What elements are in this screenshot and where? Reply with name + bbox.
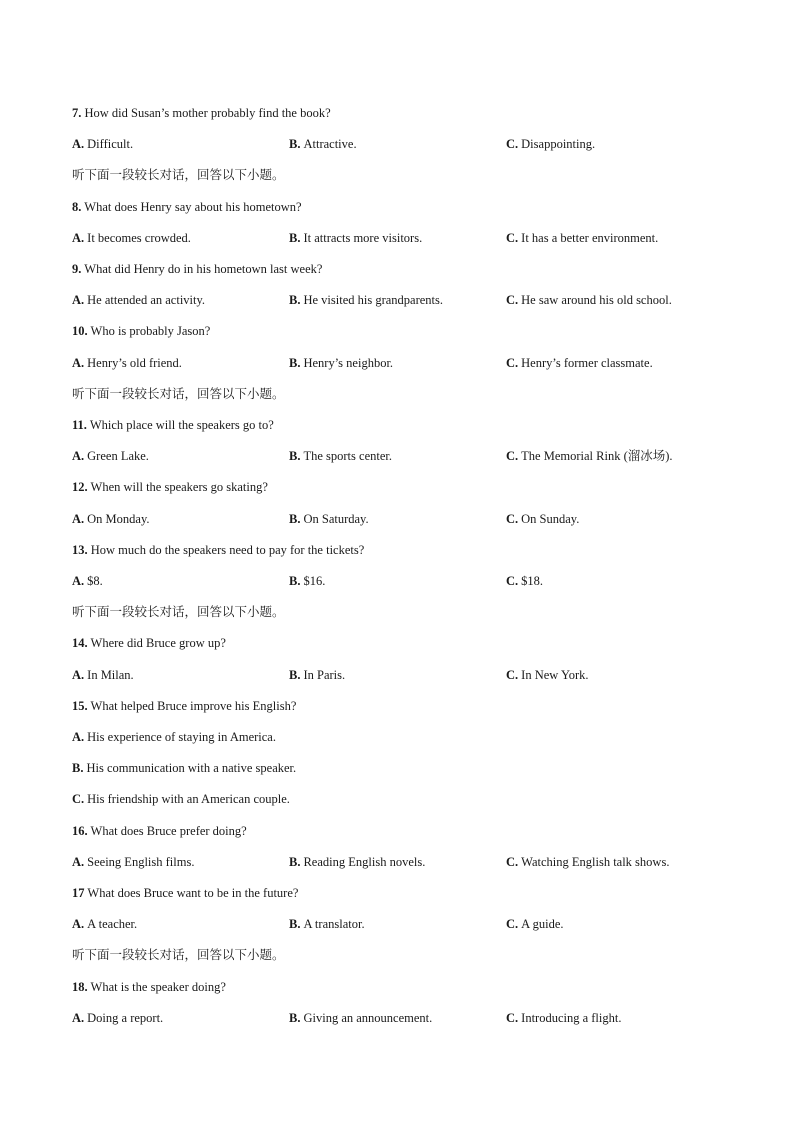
option-text: $8. <box>87 574 103 588</box>
question-number: 8. <box>72 200 82 214</box>
option-letter: C. <box>506 1011 519 1025</box>
option-letter: C. <box>72 792 85 806</box>
option-c <box>506 229 658 247</box>
question-10 <box>72 322 210 340</box>
option-c <box>506 354 653 372</box>
option-c <box>506 666 589 684</box>
option-letter: A. <box>72 1011 85 1025</box>
option-letter: B. <box>289 855 301 869</box>
option-text: Watching English talk shows. <box>521 855 670 869</box>
option-letter: B. <box>289 137 301 151</box>
option-letter: B. <box>72 761 84 775</box>
option-text: A guide. <box>521 917 564 931</box>
question-text: What does Bruce want to be in the future? <box>84 886 299 900</box>
option-a <box>72 510 150 528</box>
section-instruction: 听下面一段较长对话，回答以下小题。 <box>72 386 285 401</box>
question-15 <box>72 697 296 715</box>
option-text: Henry’s old friend. <box>87 356 182 370</box>
section-instruction: 听下面一段较长对话，回答以下小题。 <box>72 167 285 182</box>
option-letter: C. <box>506 917 519 931</box>
question-number: 17 <box>72 886 85 900</box>
option-c <box>506 853 669 871</box>
option-letter: B. <box>289 356 301 370</box>
option-text: Disappointing. <box>521 137 596 151</box>
question-text: Who is probably Jason? <box>87 324 211 338</box>
option-text: His friendship with an American couple. <box>87 792 290 806</box>
option-letter: C. <box>506 231 519 245</box>
option-letter: A. <box>72 574 85 588</box>
option-text: On Monday. <box>87 512 150 526</box>
option-b <box>289 447 392 465</box>
option-text: Reading English novels. <box>303 855 426 869</box>
option-b <box>289 853 425 871</box>
section-instruction: 听下面一段较长对话，回答以下小题。 <box>72 604 285 619</box>
question-number: 14. <box>72 636 88 650</box>
option-text: Difficult. <box>87 137 134 151</box>
option-text: Attractive. <box>303 137 357 151</box>
option-text: He saw around his old school. <box>521 293 672 307</box>
option-b <box>289 135 357 153</box>
question-12 <box>72 478 268 496</box>
option-letter: B. <box>289 512 301 526</box>
question-text: What does Henry say about his hometown? <box>81 200 302 214</box>
question-text: What did Henry do in his hometown last week? <box>81 262 323 276</box>
option-b <box>72 759 296 777</box>
option-a <box>72 666 134 684</box>
option-a <box>72 853 194 871</box>
option-b <box>289 354 393 372</box>
option-letter: B. <box>289 231 301 245</box>
question-11 <box>72 416 274 434</box>
option-letter: A. <box>72 730 85 744</box>
question-text: When will the speakers go skating? <box>87 480 268 494</box>
option-a <box>72 291 205 309</box>
option-text: On Saturday. <box>303 512 369 526</box>
option-text: He visited his grandparents. <box>303 293 444 307</box>
option-text: A teacher. <box>87 917 138 931</box>
option-letter: C. <box>506 855 519 869</box>
option-letter: B. <box>289 293 301 307</box>
option-text: Green Lake. <box>87 449 149 463</box>
option-letter: C. <box>506 293 519 307</box>
option-letter: A. <box>72 356 85 370</box>
option-text: He attended an activity. <box>87 293 206 307</box>
question-text: What helped Bruce improve his English? <box>87 699 297 713</box>
question-text: What is the speaker doing? <box>87 980 226 994</box>
option-text: Henry’s former classmate. <box>521 356 653 370</box>
option-letter: B. <box>289 1011 301 1025</box>
option-text: His communication with a native speaker. <box>86 761 297 775</box>
option-b <box>289 915 365 933</box>
option-a <box>72 915 137 933</box>
option-text: Doing a report. <box>87 1011 164 1025</box>
question-text: How much do the speakers need to pay for the tickets? <box>87 543 365 557</box>
option-a <box>72 135 133 153</box>
option-letter: A. <box>72 855 85 869</box>
option-text: The sports center. <box>303 449 392 463</box>
question-text: Where did Bruce grow up? <box>87 636 226 650</box>
question-17 <box>72 884 298 902</box>
option-a <box>72 354 182 372</box>
question-text: What does Bruce prefer doing? <box>87 824 247 838</box>
question-number: 13. <box>72 543 88 557</box>
option-c <box>506 291 672 309</box>
option-c <box>506 510 579 528</box>
option-letter: C. <box>506 356 519 370</box>
option-c <box>506 447 673 465</box>
question-text: How did Susan’s mother probably find the book? <box>81 106 331 120</box>
question-number: 10. <box>72 324 88 338</box>
question-number: 16. <box>72 824 88 838</box>
question-number: 15. <box>72 699 88 713</box>
option-text: In Milan. <box>87 668 134 682</box>
option-letter: B. <box>289 668 301 682</box>
option-c <box>506 915 564 933</box>
question-number: 12. <box>72 480 88 494</box>
option-b <box>289 666 345 684</box>
option-a <box>72 229 191 247</box>
question-number: 18. <box>72 980 88 994</box>
option-text: $18. <box>521 574 544 588</box>
question-number: 11. <box>72 418 87 432</box>
option-letter: A. <box>72 137 85 151</box>
option-text: Henry’s neighbor. <box>303 356 394 370</box>
question-9 <box>72 260 322 278</box>
option-text: Giving an announcement. <box>303 1011 433 1025</box>
option-text: $16. <box>303 574 326 588</box>
question-13 <box>72 541 364 559</box>
option-text: On Sunday. <box>521 512 580 526</box>
question-18 <box>72 978 226 996</box>
option-b <box>289 572 325 590</box>
question-number: 7. <box>72 106 82 120</box>
option-letter: A. <box>72 917 85 931</box>
option-a <box>72 1009 163 1027</box>
option-text: His experience of staying in America. <box>87 730 276 744</box>
option-a <box>72 572 103 590</box>
option-letter: C. <box>506 449 519 463</box>
option-text: Introducing a flight. <box>521 1011 622 1025</box>
option-letter: A. <box>72 293 85 307</box>
option-letter: A. <box>72 231 85 245</box>
option-a <box>72 728 276 746</box>
option-text: The Memorial Rink (溜冰场). <box>521 449 673 463</box>
option-b <box>289 510 369 528</box>
option-letter: A. <box>72 512 85 526</box>
option-letter: B. <box>289 917 301 931</box>
option-b <box>289 229 422 247</box>
question-16 <box>72 822 247 840</box>
option-letter: C. <box>506 137 519 151</box>
question-8 <box>72 198 302 216</box>
option-text: A translator. <box>303 917 365 931</box>
option-text: It becomes crowded. <box>87 231 191 245</box>
question-14 <box>72 634 226 652</box>
option-letter: C. <box>506 668 519 682</box>
option-b <box>289 1009 432 1027</box>
option-text: It attracts more visitors. <box>303 231 423 245</box>
option-c <box>506 135 595 153</box>
option-b <box>289 291 443 309</box>
question-7 <box>72 104 331 122</box>
section-instruction: 听下面一段较长对话，回答以下小题。 <box>72 947 285 962</box>
option-letter: C. <box>506 574 519 588</box>
option-letter: B. <box>289 449 301 463</box>
option-letter: C. <box>506 512 519 526</box>
question-number: 9. <box>72 262 82 276</box>
option-text: In New York. <box>521 668 589 682</box>
option-text: Seeing English films. <box>87 855 195 869</box>
option-text: In Paris. <box>303 668 346 682</box>
option-a <box>72 447 149 465</box>
option-c <box>506 1009 621 1027</box>
option-letter: B. <box>289 574 301 588</box>
option-letter: A. <box>72 668 85 682</box>
option-c <box>72 790 290 808</box>
option-letter: A. <box>72 449 85 463</box>
option-c <box>506 572 543 590</box>
question-text: Which place will the speakers go to? <box>86 418 274 432</box>
option-text: It has a better environment. <box>521 231 659 245</box>
